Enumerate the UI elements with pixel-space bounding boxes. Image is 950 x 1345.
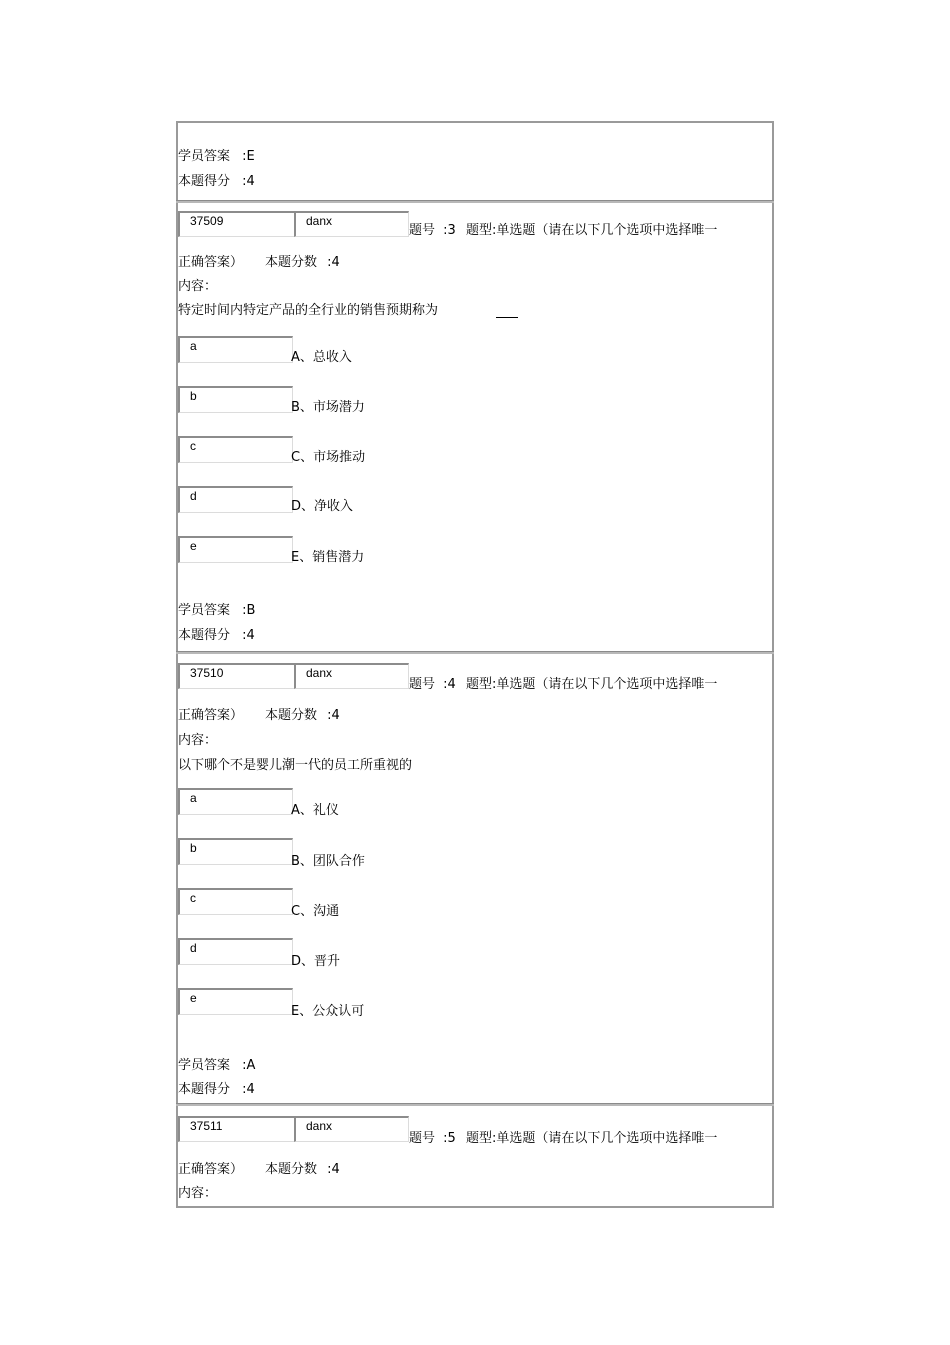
question-header-cont: 正确答案） 本题分数 :4 <box>178 1162 340 1177</box>
option-e-label: E、公众认可 <box>291 1004 365 1019</box>
option-c-field[interactable]: c <box>178 888 293 915</box>
question-separator <box>176 1103 774 1106</box>
option-d-field[interactable]: d <box>178 486 293 513</box>
question-separator <box>176 651 774 654</box>
option-c-label: C、沟通 <box>291 904 340 919</box>
question-header-cont: 正确答案） 本题分数 :4 <box>178 708 340 723</box>
option-d-label: D、晋升 <box>291 954 341 969</box>
question-type-code-field[interactable]: danx <box>294 1116 409 1142</box>
question-id-field[interactable]: 37511 <box>178 1116 295 1142</box>
question-header: 题号 :4 题型:单选题（请在以下几个选项中选择唯一 <box>409 677 718 692</box>
question-header-cont: 正确答案） 本题分数 :4 <box>178 255 340 270</box>
option-e-field[interactable]: e <box>178 988 293 1015</box>
content-label: 内容： <box>178 1186 218 1201</box>
question-text: 特定时间内特定产品的全行业的销售预期称为 <box>178 303 439 318</box>
answer-blank <box>496 317 518 318</box>
content-label: 内容： <box>178 279 218 294</box>
student-answer-label: 学员答案 :B <box>178 603 256 618</box>
option-b-label: B、市场潜力 <box>291 400 365 415</box>
option-a-label: A、总收入 <box>291 350 352 365</box>
question-header: 题号 :3 题型:单选题（请在以下几个选项中选择唯一 <box>409 223 718 238</box>
question-text: 以下哪个不是婴儿潮一代的员工所重视的 <box>178 758 413 773</box>
option-a-field[interactable]: a <box>178 336 293 363</box>
option-a-field[interactable]: a <box>178 788 293 815</box>
option-c-field[interactable]: c <box>178 436 293 463</box>
score-earned-label: 本题得分 :4 <box>178 628 255 643</box>
question-id-field[interactable]: 37510 <box>178 663 295 689</box>
question-header: 题号 :5 题型:单选题（请在以下几个选项中选择唯一 <box>409 1131 718 1146</box>
option-d-label: D、净收入 <box>291 499 354 514</box>
option-e-field[interactable]: e <box>178 536 293 563</box>
score-earned-label: 本题得分 :4 <box>178 174 255 189</box>
question-type-code-field[interactable]: danx <box>294 211 409 237</box>
question-id-field[interactable]: 37509 <box>178 211 295 237</box>
question-type-code-field[interactable]: danx <box>294 663 409 689</box>
option-e-label: E、销售潜力 <box>291 550 365 565</box>
student-answer-label: 学员答案 :E <box>178 149 255 164</box>
score-earned-label: 本题得分 :4 <box>178 1082 255 1097</box>
student-answer-label: 学员答案 :A <box>178 1058 256 1073</box>
option-a-label: A、礼仪 <box>291 803 339 818</box>
question-separator <box>176 200 774 203</box>
option-c-label: C、市场推动 <box>291 450 366 465</box>
option-b-field[interactable]: b <box>178 386 293 413</box>
option-b-field[interactable]: b <box>178 838 293 865</box>
content-label: 内容： <box>178 733 218 748</box>
option-d-field[interactable]: d <box>178 938 293 965</box>
option-b-label: B、团队合作 <box>291 854 365 869</box>
